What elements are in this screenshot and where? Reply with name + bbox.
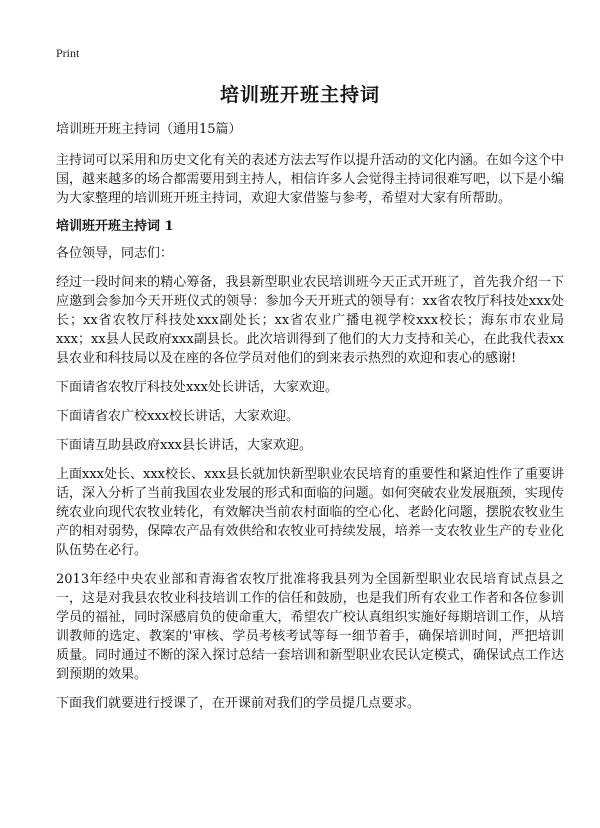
print-link[interactable]: Print bbox=[56, 46, 80, 60]
page-title: 培训班开班主持词 bbox=[219, 84, 380, 106]
paragraph-speaker-2: 下面请省农广校xxx校长讲话，大家欢迎。 bbox=[56, 409, 299, 424]
section-heading: 培训班开班主持词 1 bbox=[56, 219, 174, 234]
paragraph-speaker-1: 下面请省农牧厅科技处xxx处长讲话，大家欢迎。 bbox=[56, 380, 338, 395]
intro-paragraph: 主持词可以采用和历史文化有关的表述方法去写作以提升活动的文化内涵。在如今这个中国，越来越多的场合都需要用到主持人，相信许多人会觉得主持词很难写吧，以下是小编为大家整理的培训班开班主持词，欢迎大家借鉴与参考，希望对大家有所帮助。 bbox=[56, 153, 564, 206]
paragraph-closing: 下面我们就要进行授课了，在开课前对我们的学员提几点要求。 bbox=[56, 696, 421, 711]
paragraph-introduction: 经过一段时间来的精心筹备，我县新型职业农民培训班今天正式开班了，首先我介绍一下应邀到会参加今天开班仪式的领导：参加今天开班式的领导有：xx省农牧厅科技处xxx处长；xx省农牧厅科技处xxx副处长；xx省农业广播电视学校xxx校长；海东市农业局xxx；xx县人民政府xxx副县长。此次培训得到了他们的大力支持和关心，在此我代表xx县农业和科技局以及在座的各位学员对他们的到来表示热烈的欢迎和衷心的感谢! bbox=[56, 275, 564, 366]
paragraph-summary: 上面xxx处长、xxx校长、xxx县长就加快新型职业农民培育的重要性和紧迫性作了重要讲话，深入分析了当前我国农业发展的形式和面临的问题。如何突破农业发展瓶颈，实现传统农业向现代农牧业转化，有效解决当前农村面临的空心化、老龄化问题，摆脱农牧业生产的相对弱势，保障农产品有效供给和农牧业可持续发展，培养一支农牧业生产的专业化队伍势在必行。 bbox=[56, 467, 564, 558]
paragraph-speaker-3: 下面请互助县政府xxx县长讲话，大家欢迎。 bbox=[56, 438, 312, 453]
paragraph-greeting: 各位领导，同志们： bbox=[56, 246, 174, 261]
document-subtitle: 培训班开班主持词（通用15篇） bbox=[56, 122, 242, 137]
document-body bbox=[56, 121, 564, 723]
paragraph-background: 2013年经中央农业部和青海省农牧厅批准将我县列为全国新型职业农民培育试点县之一，这是对我县农牧业科技培训工作的信任和鼓励，也是我们所有农业工作者和各位参训学员的福祉，同时深感肩负的使命重大，希望农广校认真组织实施好每期培训工作，从培训教师的选定、教案的'审核、学员考核考试等每一细节着手，确保培训时间，严把培训质量。同时通过不断的深入探讨总结一套培训和新型职业农民认定模式，确保试点工作达到预期的效果。 bbox=[56, 572, 564, 682]
